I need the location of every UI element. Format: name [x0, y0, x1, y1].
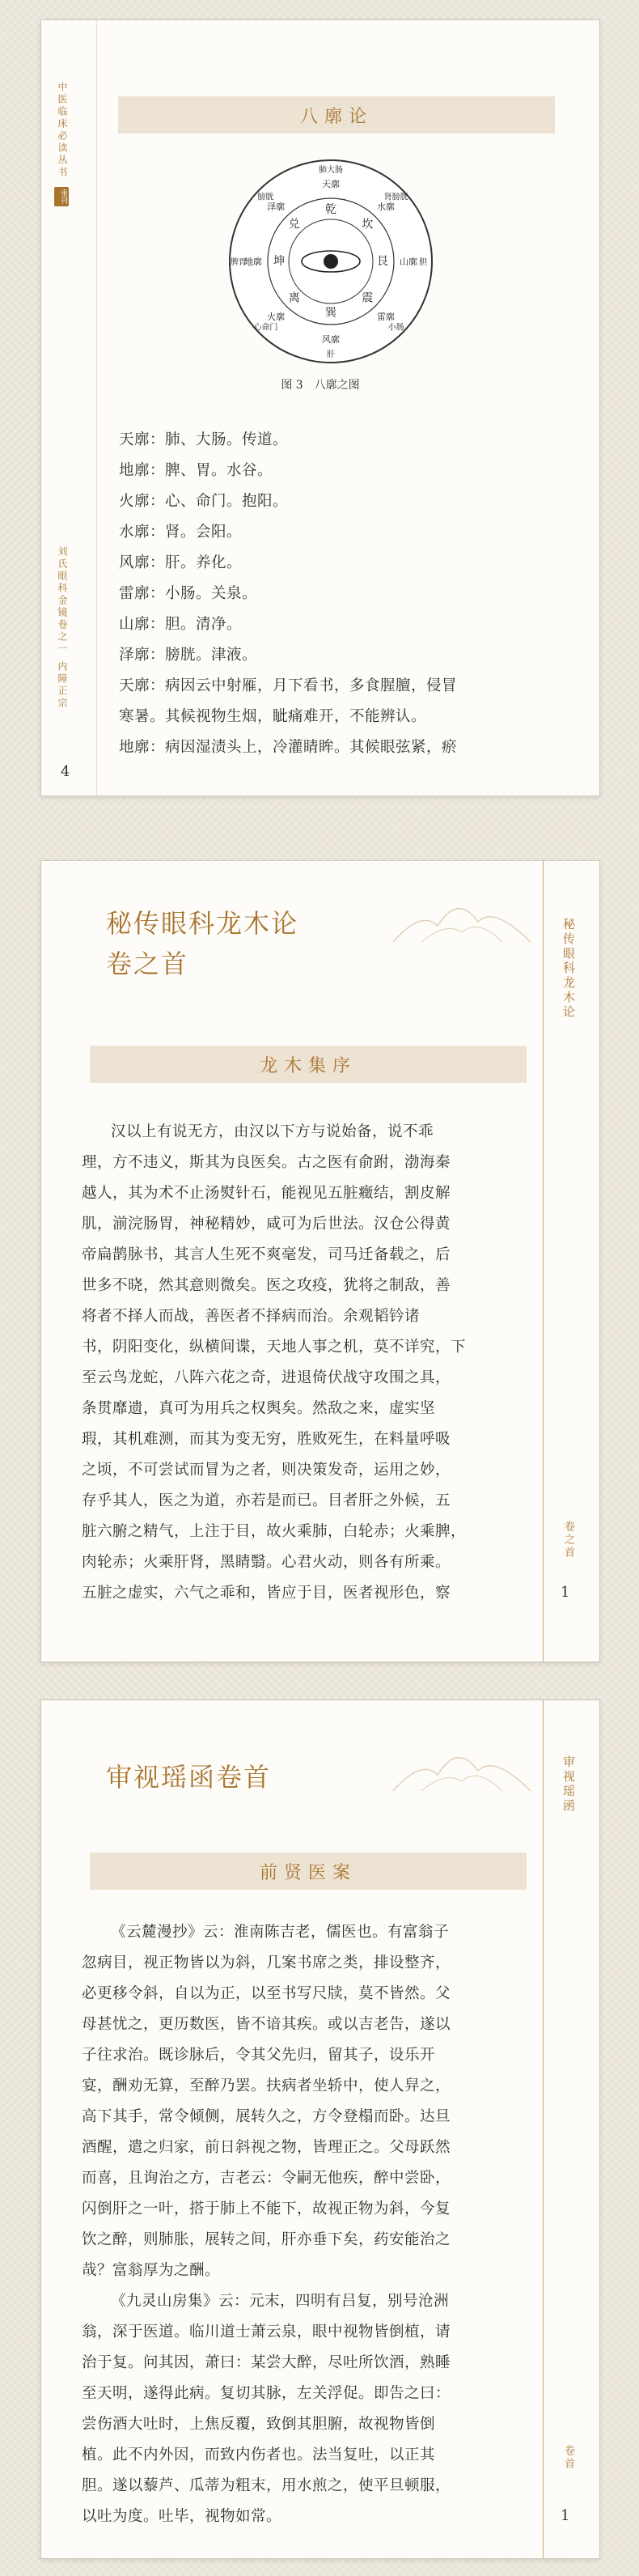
margin-rule	[96, 20, 97, 796]
trigram-label: 巽	[325, 307, 336, 320]
text-line: 天廓：病因云中射雁，月下看书，多食腥膻，侵冒	[119, 677, 458, 694]
side-title: 审视瑶函	[561, 1755, 576, 1814]
text-line: 《九灵山房集》云：元末，四明有吕复，别号沧洲	[111, 2293, 450, 2310]
series-title: 中医临床必读丛书	[57, 82, 68, 179]
page-number: 4	[61, 763, 70, 780]
text-line: 五脏之虚实，六气之乖和，皆应于目，医者视形色，察	[82, 1585, 451, 1602]
trigram-label: 震	[362, 291, 374, 305]
organ-label: 心命门	[253, 323, 278, 333]
page-1	[40, 19, 600, 796]
text-line: 闪倒肝之一叶，搭于肺上不能下，故视正物为斜，今复	[82, 2200, 451, 2217]
section-heading: 前贤医案	[90, 1852, 527, 1890]
text-line: 以吐为度。吐毕，视物如常。	[82, 2508, 282, 2525]
organ-label: 脾胃	[231, 258, 247, 267]
gate-label: 雷廓	[376, 311, 395, 322]
text-line: 瑕，其机难测，而其为变无穷，胜败死生，在料量呼吸	[82, 1431, 451, 1448]
text-line: 地廓：病因湿渍头上，冷灌睛眸。其候眼弦紧，瘀	[119, 739, 458, 756]
text-line: 雷廓：小肠。关泉。	[119, 585, 258, 602]
text-line: 世多不晓，然其意则微矣。医之攻疫，犹将之制敌，善	[82, 1277, 451, 1294]
trigram-label: 乾	[325, 203, 336, 216]
text-line: 酒醒，遣之归家，前日斜视之物，皆理正之。父母跃然	[82, 2139, 451, 2156]
book-title-line1: 秘传眼科龙木论	[106, 908, 299, 939]
side-footer: 卷首	[562, 2445, 574, 2471]
text-line: 肌，湔浣肠胃，神秘精妙，咸可为后世法。汉仓公得黄	[82, 1216, 451, 1233]
text-line: 越人，其为术不止汤熨针石，能视见五脏癥结，割皮解	[82, 1185, 451, 1202]
text-line: 汉以上有说无方，由汉以下方与说始备，说不乖	[111, 1123, 434, 1140]
text-line: 理，方不违义，斯其为良医矣。古之医有俞跗，渤海秦	[82, 1154, 451, 1171]
page-3	[40, 1700, 600, 2559]
text-line: 忽病目，视正物皆以为斜，几案书席之类，排设整齐，	[82, 1954, 451, 1971]
text-line: 脏六腑之精气，上注于目，故火乘肺，白轮赤；火乘脾，	[82, 1523, 467, 1540]
side-title: 刘氏眼科金镜卷之一 内障正宗	[57, 546, 68, 710]
text-line: 至云鸟龙蛇，八阵六花之奇，进退倚伏战守攻围之具，	[82, 1369, 451, 1386]
book-title-line2: 卷之首	[106, 948, 189, 979]
text-line: 饮之醉，则肺胀，展转之间，肝亦垂下矣，药安能治之	[82, 2231, 451, 2248]
section-heading: 龙木集序	[90, 1046, 527, 1083]
text-line: 水廓：肾。会阳。	[119, 524, 243, 541]
side-title: 秘传眼科龙木论	[561, 918, 576, 1020]
text-line: 将者不择人而战，善医者不择病而治。余观韬钤诸	[82, 1308, 421, 1325]
trigram-label: 坤	[273, 255, 285, 268]
book-title: 审视瑶函卷首	[106, 1762, 272, 1793]
text-line: 存乎其人，医之为道，亦若是而已。目者肝之外候，五	[82, 1492, 451, 1509]
organ-label: 小肠	[387, 323, 404, 333]
mountain-ornament	[389, 1734, 535, 1799]
text-line: 治于复。问其因，萧曰：某尝大醉，尽吐所饮酒，熟睡	[82, 2354, 451, 2371]
text-line: 至天明，遂得此病。复切其脉，左关浮促。即告之曰：	[82, 2385, 451, 2402]
series-stamp: 重刊	[54, 187, 69, 206]
text-line: 高下其手，常令倾侧，展转久之，方令登榻而卧。达旦	[82, 2108, 451, 2125]
text-line: 植。此不内外因，而致内伤者也。法当复吐，以正其	[82, 2447, 436, 2464]
organ-label: 肝	[327, 350, 335, 359]
text-line: 胆。遂以藜芦、瓜蒂为粗末，用水煎之，使平旦顿服，	[82, 2477, 451, 2494]
text-line: 哉？富翁厚为之酬。	[82, 2262, 221, 2279]
text-line: 条贯靡遗，真可为用兵之权舆矣。然敌之来，虚实坚	[82, 1400, 436, 1417]
text-line: 《云麓漫抄》云：淮南陈吉老，儒医也。有富翁子	[111, 1924, 450, 1941]
organ-label: 肺大肠	[319, 166, 343, 175]
gate-label: 水廓	[376, 202, 395, 213]
gate-label: 风廓	[322, 334, 340, 345]
gate-label: 山廓	[400, 257, 417, 267]
gate-label: 地廓	[244, 257, 262, 267]
page-number: 1	[561, 1584, 570, 1601]
text-line: 地廓：脾、胃。水谷。	[119, 462, 273, 479]
text-line: 母甚忧之，更历数医，皆不谙其疾。或以吉老告，遂以	[82, 2016, 451, 2033]
organ-label: 肾膀胱	[383, 193, 408, 202]
text-line: 翁，深于医道。临川道士萧云泉，眼中视物皆倒植，请	[82, 2323, 451, 2340]
page-2	[40, 860, 600, 1662]
text-line: 帝扁鹊脉书，其言人生死不爽毫发，司马迁备载之，后	[82, 1246, 451, 1263]
text-line: 寒暑。其候视物生烟，眦痛难开，不能辨认。	[119, 708, 427, 725]
text-line: 山廓：胆。清净。	[119, 616, 243, 633]
text-line: 书，阴阳变化，纵横间谍，天地人事之机，莫不详究，下	[82, 1339, 467, 1356]
gate-label: 火廓	[267, 311, 286, 322]
side-rule	[543, 861, 544, 1661]
text-line: 而喜，且询治之方，吉老云：令嗣无他疾，醉中尝卧，	[82, 2170, 451, 2187]
page-number: 1	[561, 2507, 570, 2524]
trigram-label: 离	[288, 291, 300, 305]
text-line: 肉轮赤；火乘肝肾，黑睛翳。心君火动，则各有所乘。	[82, 1554, 451, 1571]
text-line: 尝伤酒大吐时，上焦反覆，致倒其胆腑，故视物皆倒	[82, 2416, 436, 2433]
trigram-label: 兑	[288, 218, 300, 231]
gate-label: 泽廓	[267, 202, 286, 213]
text-line: 火廓：心、命门。抱阳。	[119, 493, 289, 510]
text-line: 之顷，不可尝试而冒为之者，则决策发奇，运用之妙，	[82, 1462, 451, 1479]
text-line: 天廓：肺、大肠。传道。	[119, 431, 289, 448]
gate-label: 天廓	[322, 179, 340, 189]
section-heading: 八廓论	[118, 96, 555, 134]
side-rule	[543, 1700, 544, 2558]
eight-gates-diagram	[226, 156, 436, 367]
trigram-label: 坎	[362, 218, 374, 231]
text-line: 子往求治。既诊脉后，令其父先归，留其子，设乐开	[82, 2047, 436, 2064]
figure-caption: 图 3 八廓之图	[281, 379, 360, 392]
text-line: 必更移令斜，自以为正，以至书写尺牍，莫不皆然。父	[82, 1985, 451, 2002]
organ-label: 膀胱	[257, 193, 274, 202]
trigram-label: 艮	[377, 255, 388, 268]
text-line: 宴，酬劝无算，至醉乃罢。扶病者坐轿中，使人舁之，	[82, 2077, 451, 2094]
mountain-ornament	[389, 885, 535, 950]
text-line: 风廓：肝。养化。	[119, 554, 243, 571]
organ-label: 胆	[419, 258, 427, 267]
side-footer: 卷之首	[562, 1521, 574, 1560]
text-line: 泽廓：膀胱。津液。	[119, 647, 258, 664]
